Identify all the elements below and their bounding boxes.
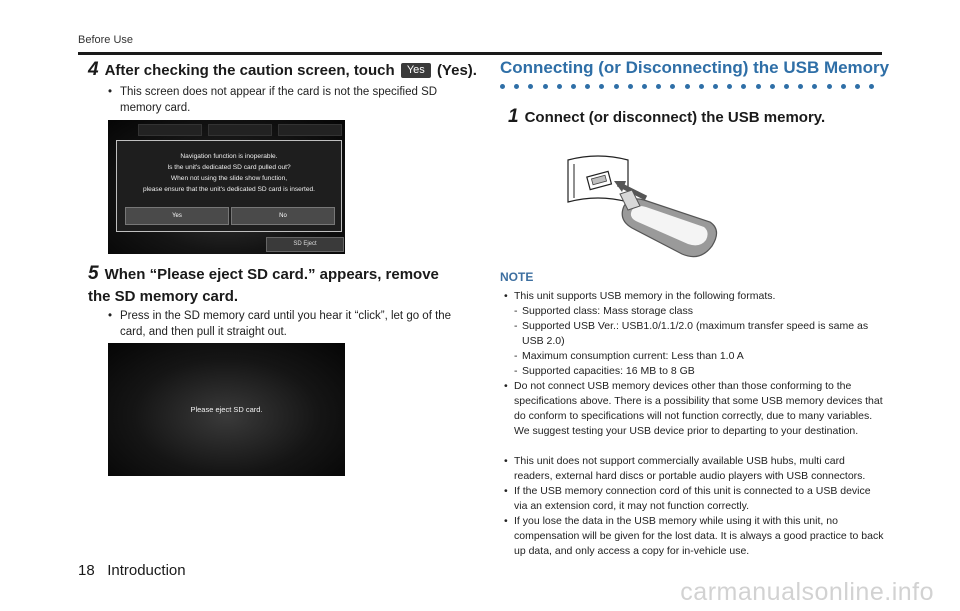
- note-item: [504, 454, 884, 484]
- divider-dot: [827, 84, 832, 89]
- step-number: 1: [508, 106, 519, 127]
- note-text: If you lose the data in the USB memory while using it with this unit, no compensation will be given for the lost data. It is always a good practice to back up data, and only access a copy for in-vehicle use.: [514, 515, 884, 557]
- caution-line: Is the unit's dedicated SD card pulled out?: [167, 164, 291, 171]
- divider-dot: [770, 84, 775, 89]
- note-sub-text: Supported USB Ver.: USB1.0/1.1/2.0 (maximum transfer speed is same as USB 2.0): [522, 320, 869, 347]
- note-item: [504, 289, 884, 304]
- note-item: [504, 514, 884, 559]
- step-4-bullet: [108, 84, 458, 116]
- divider-dot: [670, 84, 675, 89]
- yes-button[interactable]: Yes: [125, 207, 229, 225]
- divider-dot: [855, 84, 860, 89]
- caution-screenshot: [108, 120, 345, 254]
- divider-dot: [812, 84, 817, 89]
- step-4-heading: [88, 59, 488, 82]
- note-sub-text: Maximum consumption current: Less than 1.0 A: [522, 350, 744, 362]
- step-5-text: When “Please eject SD card.” appears, remove the SD memory card.: [88, 266, 439, 305]
- caution-dialog: [116, 140, 342, 232]
- divider-dot: [784, 84, 789, 89]
- caution-message: [117, 151, 341, 195]
- usb-step-heading: [508, 106, 878, 129]
- divider-dot: [685, 84, 690, 89]
- divider-dot: [557, 84, 562, 89]
- note-heading: NOTE: [500, 270, 534, 284]
- step-4-text-after: (Yes).: [436, 62, 477, 79]
- step-number: 5: [88, 263, 99, 284]
- footer-section: Introduction: [107, 562, 186, 579]
- page-number: 18: [78, 562, 95, 579]
- bullet-dot: •: [108, 86, 113, 98]
- divider-dot: [727, 84, 732, 89]
- no-button[interactable]: No: [231, 207, 335, 225]
- divider-dot: [599, 84, 604, 89]
- caution-line: Navigation function is inoperable.: [180, 153, 278, 160]
- note-sub-text: Supported capacities: 16 MB to 8 GB: [522, 365, 695, 377]
- divider-dot: [713, 84, 718, 89]
- header-label: Before Use: [78, 34, 134, 46]
- title-dot-divider: [500, 84, 878, 92]
- step-4-bullet-text: This screen does not appear if the card is not the specified SD memory card.: [120, 86, 438, 114]
- note-sub-item: [514, 304, 884, 319]
- divider-dot: [798, 84, 803, 89]
- caution-line: please ensure that the unit's dedicated SD card is inserted.: [142, 186, 316, 193]
- step-5-bullet-text: Press in the SD memory card until you hear it “click”, let go of the card, and then pull it straight out.: [120, 310, 452, 338]
- note-item: [504, 484, 884, 514]
- divider-dot: [656, 84, 661, 89]
- sd-eject-button[interactable]: SD Eject: [266, 237, 344, 252]
- note-item: [504, 379, 884, 439]
- divider-dot: [614, 84, 619, 89]
- note-sub-text: Supported class: Mass storage class: [522, 305, 693, 317]
- header-rule: [78, 52, 882, 55]
- bullet-dot: •: [108, 310, 113, 322]
- step-4-text: After checking the caution screen, touch: [104, 62, 395, 79]
- bullet-dot: •: [504, 515, 508, 527]
- usb-section-title: Connecting (or Disconnecting) the USB Memory: [500, 58, 890, 77]
- dash: -: [514, 350, 518, 362]
- divider-dot: [528, 84, 533, 89]
- divider-dot: [543, 84, 548, 89]
- note-sub-item: [514, 319, 884, 349]
- note-text: This unit supports USB memory in the following formats.: [514, 290, 776, 302]
- dash: -: [514, 365, 518, 377]
- caution-line: When not using the slide show function,: [170, 175, 288, 182]
- divider-dot: [628, 84, 633, 89]
- divider-dot: [500, 84, 505, 89]
- menu-tab: [138, 124, 202, 136]
- dash: -: [514, 305, 518, 317]
- divider-dot: [642, 84, 647, 89]
- dash: -: [514, 320, 518, 332]
- divider-dot: [741, 84, 746, 89]
- bullet-dot: •: [504, 485, 508, 497]
- usb-step-text: Connect (or disconnect) the USB memory.: [524, 109, 826, 126]
- menu-tab: [208, 124, 272, 136]
- eject-message: Please eject SD card.: [190, 405, 263, 414]
- bullet-dot: •: [504, 290, 508, 302]
- step-5-bullet: [108, 308, 453, 340]
- note-sub-item: [514, 349, 884, 364]
- watermark: carmanualsonline.info: [680, 578, 934, 606]
- step-number: 4: [88, 59, 99, 80]
- usb-connection-illustration: [560, 150, 725, 265]
- menu-tab: [278, 124, 342, 136]
- page-footer: [78, 562, 186, 579]
- divider-dot: [514, 84, 519, 89]
- note-sub-item: [514, 364, 884, 379]
- divider-dot: [571, 84, 576, 89]
- note-text: This unit does not support commercially available USB hubs, multi card readers, external hard discs or portable audio players with USB connectors.: [514, 455, 866, 482]
- divider-dot: [756, 84, 761, 89]
- note-text: Do not connect USB memory devices other than those conforming to the specifications above. There is a possibility that some USB memory devices that do conform to specifications will not function correctly, due to many variables. We suggest testing your USB device prior to departing to your destination.: [514, 380, 883, 437]
- divider-dot: [841, 84, 846, 89]
- note-text: If the USB memory connection cord of this unit is connected to a USB device via an extension cord, it may not function correctly.: [514, 485, 871, 512]
- divider-dot: [869, 84, 874, 89]
- bullet-dot: •: [504, 380, 508, 392]
- eject-screenshot: [108, 343, 345, 476]
- bullet-dot: •: [504, 455, 508, 467]
- divider-dot: [585, 84, 590, 89]
- yes-badge: Yes: [401, 63, 431, 78]
- divider-dot: [699, 84, 704, 89]
- step-5-heading: [88, 263, 458, 308]
